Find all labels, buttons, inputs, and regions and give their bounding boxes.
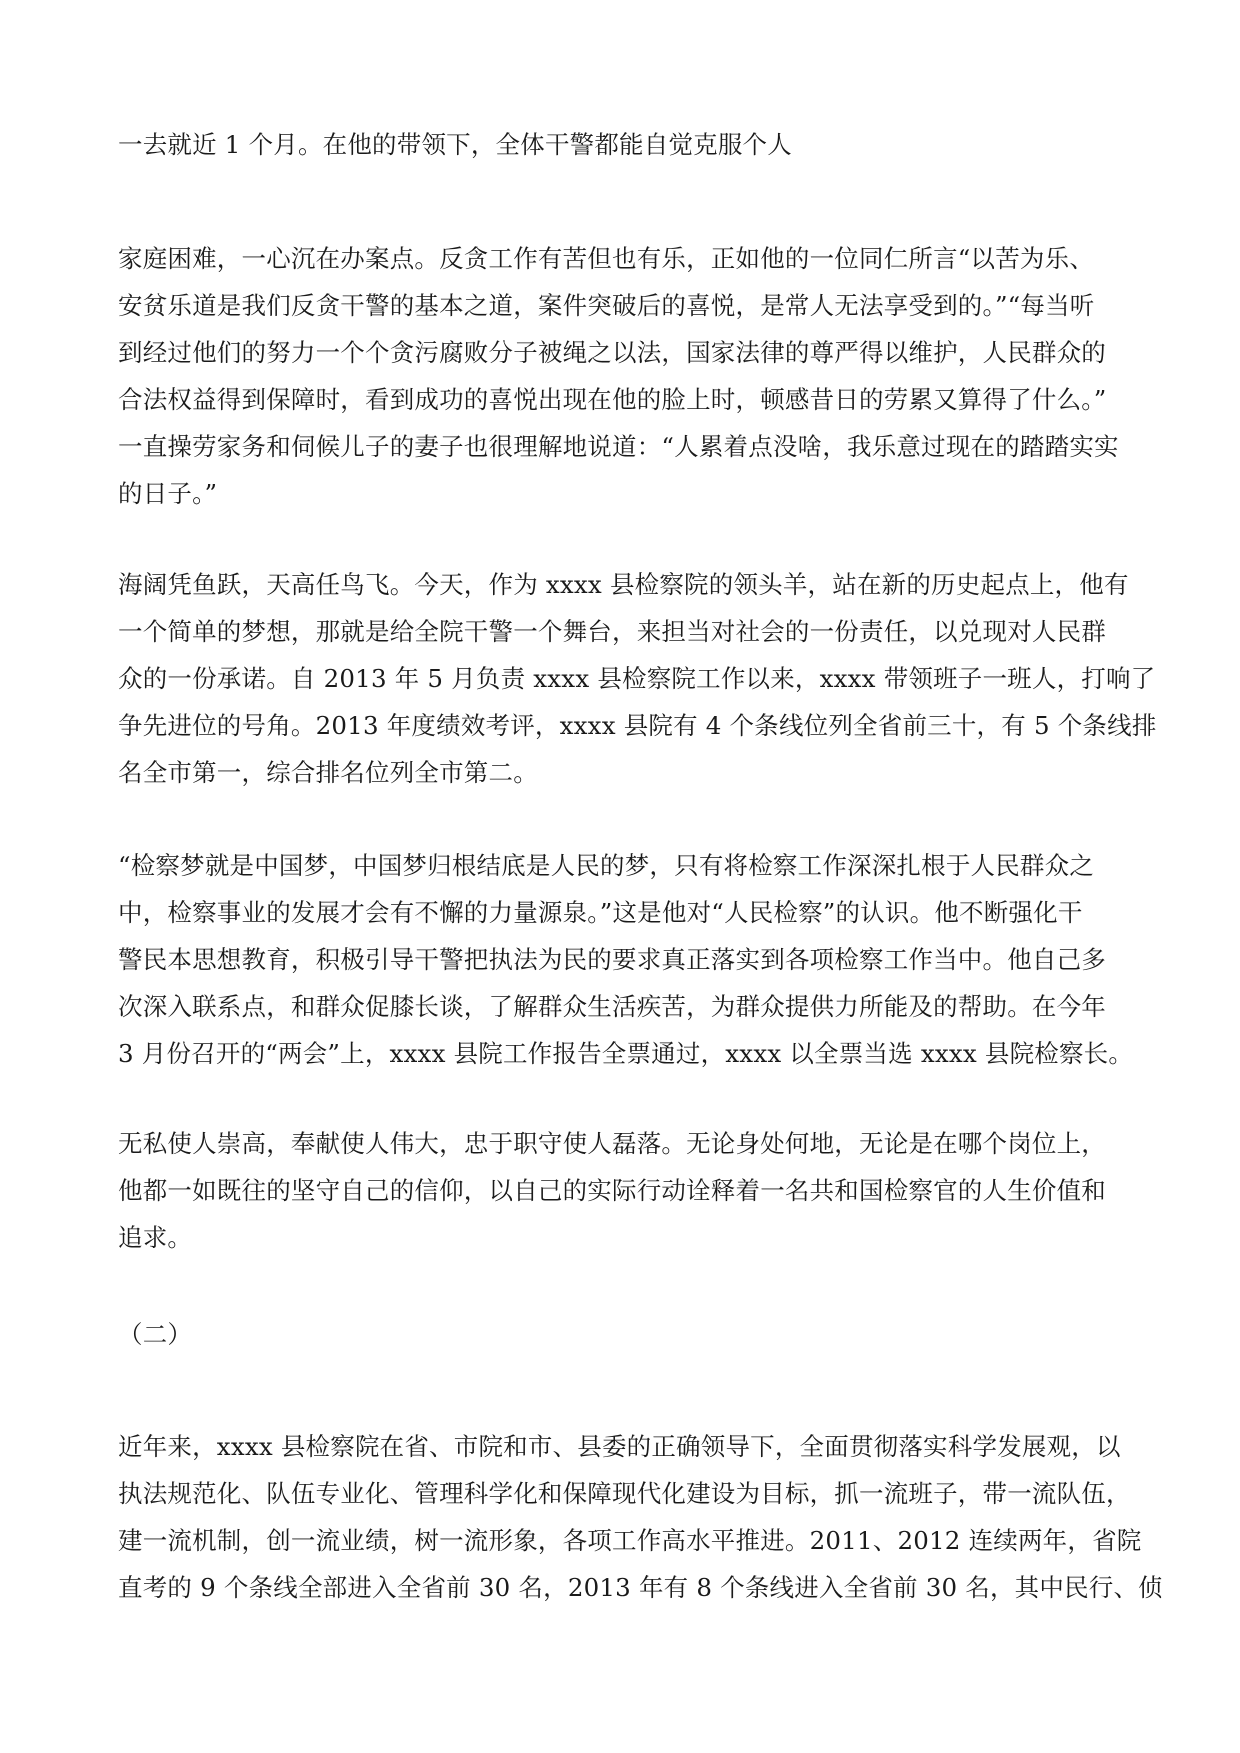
text-line: 次深入联系点，和群众促膝长谈，了解群众生活疾苦，为群众提供力所能及的帮助。在今年 bbox=[118, 992, 1106, 1021]
paragraph-2 bbox=[118, 235, 1128, 517]
text-line: 他都一如既往的坚守自己的信仰，以自己的实际行动诠释着一名共和国检察官的人生价值和 bbox=[118, 1176, 1106, 1205]
paragraph-5 bbox=[118, 1120, 1128, 1261]
text-line: （二） bbox=[118, 1320, 193, 1349]
text-line: 到经过他们的努力一个个贪污腐败分子被绳之以法，国家法律的尊严得以维护，人民群众的 bbox=[118, 338, 1106, 367]
text-line: 海阔凭鱼跃，天高任鸟飞。今天，作为 xxxx 县检察院的领头羊，站在新的历史起点上，他有 bbox=[118, 570, 1129, 599]
text-line: 的日子。” bbox=[118, 479, 218, 508]
text-line: 安贫乐道是我们反贪干警的基本之道，案件突破后的喜悦，是常人无法享受到的。”“每当听 bbox=[118, 291, 1095, 320]
paragraph-4 bbox=[118, 842, 1134, 1077]
text-line: 建一流机制，创一流业绩，树一流形象，各项工作高水平推进。2011、2012 连续两年，省院 bbox=[118, 1526, 1142, 1555]
text-line: 无私使人崇高，奉献使人伟大，忠于职守使人磊落。无论身处何地，无论是在哪个岗位上， bbox=[118, 1129, 1106, 1158]
paragraph-3 bbox=[118, 561, 1157, 796]
text-line: “检察梦就是中国梦，中国梦归根结底是人民的梦，只有将检察工作深深扎根于人民群众之 bbox=[118, 851, 1095, 880]
text-line: 家庭困难，一心沉在办案点。反贪工作有苦但也有乐，正如他的一位同仁所言“以苦为乐、 bbox=[118, 244, 1095, 273]
text-line: 名全市第一，综合排名位列全市第二。 bbox=[118, 758, 538, 787]
text-line: 众的一份承诺。自 2013 年 5 月负责 xxxx 县检察院工作以来，xxxx 带领班子一班人，打响了 bbox=[118, 664, 1156, 693]
text-line: 中，检察事业的发展才会有不懈的力量源泉。”这是他对“人民检察”的认识。他不断强化干 bbox=[118, 898, 1083, 927]
text-line: 直考的 9 个条线全部进入全省前 30 名，2013 年有 8 个条线进入全省前 30 名，其中民行、侦 bbox=[118, 1573, 1163, 1602]
text-line: 警民本思想教育，积极引导干警把执法为民的要求真正落实到各项检察工作当中。他自己多 bbox=[118, 945, 1106, 974]
paragraph-1 bbox=[118, 121, 1128, 168]
text-line: 近年来，xxxx 县检察院在省、市院和市、县委的正确领导下，全面贯彻落实科学发展观，以 bbox=[118, 1432, 1121, 1461]
section-heading bbox=[118, 1311, 1128, 1358]
text-line: 一去就近 1 个月。在他的带领下，全体干警都能自觉克服个人 bbox=[118, 130, 792, 159]
text-line: 3 月份召开的“两会”上，xxxx 县院工作报告全票通过，xxxx 以全票当选 xxxx 县院检察长。 bbox=[118, 1039, 1134, 1068]
text-line: 一个简单的梦想，那就是给全院干警一个舞台，来担当对社会的一份责任，以兑现对人民群 bbox=[118, 617, 1106, 646]
text-line: 争先进位的号角。2013 年度绩效考评，xxxx 县院有 4 个条线位列全省前三十，有 5 个条线排 bbox=[118, 711, 1157, 740]
text-line: 执法规范化、队伍专业化、管理科学化和保障现代化建设为目标，抓一流班子，带一流队伍， bbox=[118, 1479, 1131, 1508]
text-line: 合法权益得到保障时，看到成功的喜悦出现在他的脸上时，顿感昔日的劳累又算得了什么。” bbox=[118, 385, 1107, 414]
text-line: 追求。 bbox=[118, 1223, 193, 1252]
text-line: 一直操劳家务和伺候儿子的妻子也很理解地说道：“人累着点没啥，我乐意过现在的踏踏实实 bbox=[118, 432, 1119, 461]
paragraph-7 bbox=[118, 1423, 1163, 1611]
